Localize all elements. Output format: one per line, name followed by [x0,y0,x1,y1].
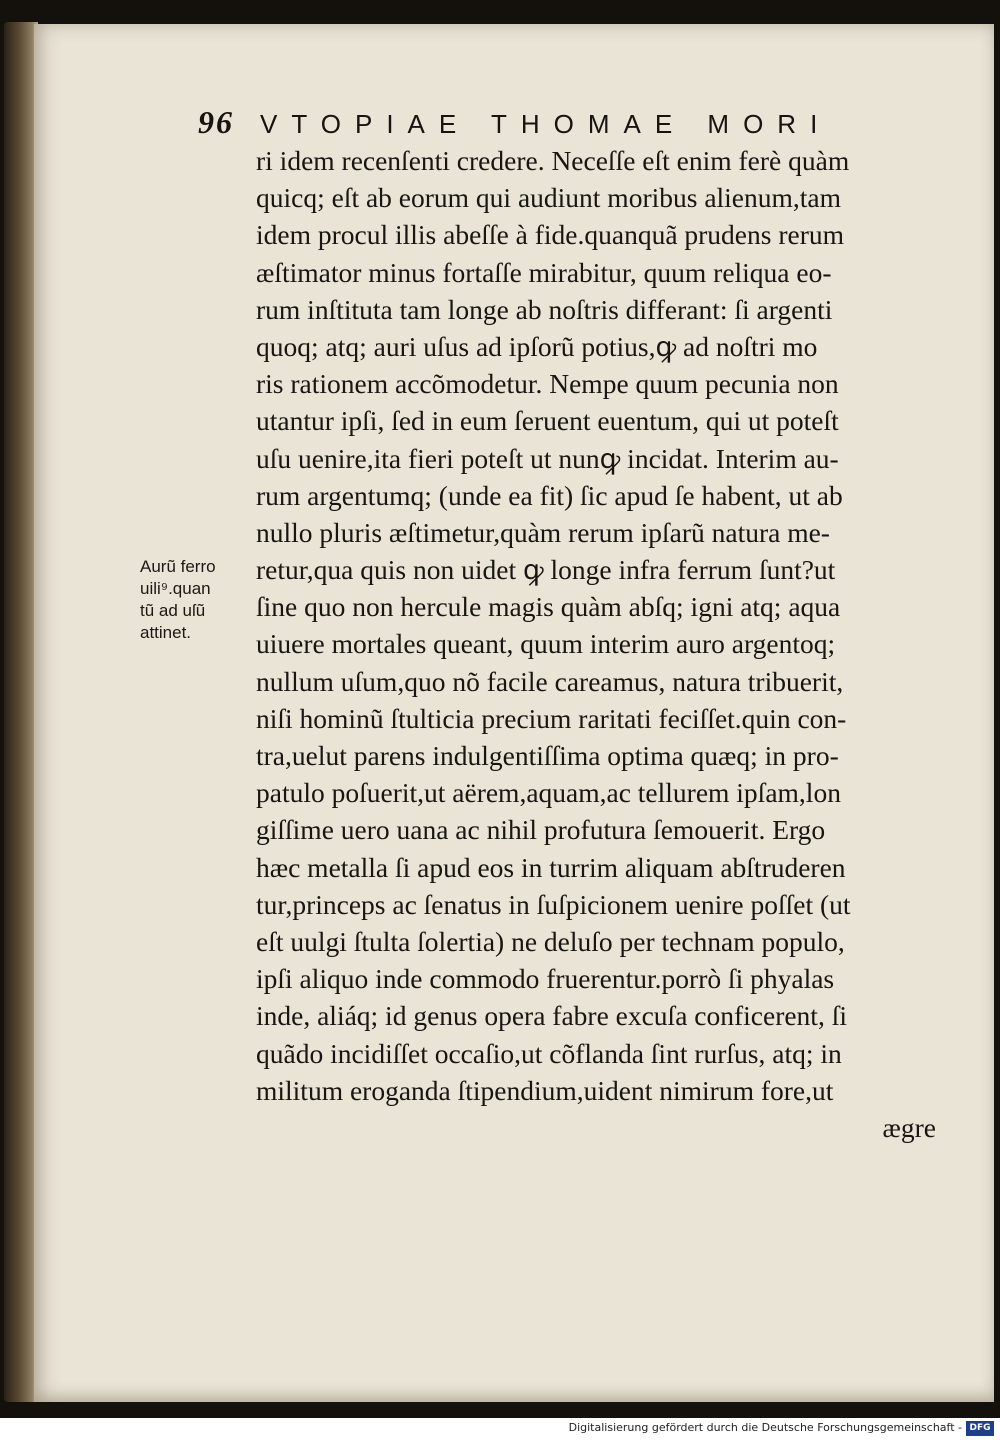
text-line: quoq; atq; auri uſus ad ipſorũ potius,ꝙ ad noſtri mo [256,330,818,362]
text-line: uiuere mortales queant, quum interim auro argentoq; [256,628,836,660]
text-line: militum eroganda ſtipendium,uident nimirum fore,ut [256,1074,834,1106]
marginal-note-line: tũ ad uſũ [140,601,206,620]
marginal-note-line: attinet. [140,623,192,642]
text-line: nullo pluris æſtimetur,quàm rerum ipſarũ natura me- [256,516,830,548]
text-line: hæc metalla ſi apud eos in turrim aliquam abſtruderen [256,851,846,883]
funding-credit: Digitalisierung gefördert durch die Deutsche Forschungsgemeinschaft - [568,1421,962,1434]
text-line: rum argentumq; (unde ea fit) ſic apud ſe habent, ut ab [256,479,843,511]
body-text [256,142,936,1146]
text-line: nullum uſum,quo nõ facile careamus, natura tribuerit, [256,665,844,697]
text-line: idem procul illis abeſſe à fide.quanquã prudens rerum [256,219,845,251]
dfg-logo: DFG [966,1421,994,1436]
text-line: inde, aliáq; id genus opera fabre excuſa conficerent, ſi [256,1000,847,1032]
text-line: ſine quo non hercule magis quàm abſq; igni atq; aqua [256,591,841,623]
text-line: retur,qua quis non uidet ꝙ longe infra ferrum ſunt?ut [256,554,836,586]
text-line: ri idem recenſenti credere. Neceſſe eſt enim ferè quàm [256,145,850,176]
marginal-note [140,556,252,644]
text-line: niſi hominũ ſtulticia precium raritati feciſſet.quin con- [256,702,847,734]
page-number: 96 [198,104,234,140]
text-line: uſu uenire,ita fieri poteſt ut nunꝙ incidat. Interim au- [256,442,839,474]
running-head [198,104,938,141]
marginal-note-line: Aurũ ferro [140,557,216,576]
text-line: ipſi aliquo inde commodo fruerentur.porrò ſi phyalas [256,963,835,995]
text-line: ris rationem accõmodetur. Nempe quum pecunia non [256,368,839,400]
text-line: utantur ipſi, ſed in eum ſeruent euentum, qui ut poteſt [256,405,839,437]
credit-bar [0,1418,1000,1440]
text-line: rum inſtituta tam longe ab noſtris differant: ſi argenti [256,293,833,325]
text-line: quicq; eſt ab eorum qui audiunt moribus alienum,tam [256,182,842,214]
marginal-note-line: uili⁹.quan [140,579,211,598]
text-line: tur,princeps ac ſenatus in ſuſpicionem uenire poſſet (ut [256,888,851,920]
text-line: eſt uulgi ſtulta ſolertia) ne deluſo per technam populo, [256,925,845,957]
catchword: ægre [882,1111,936,1143]
text-line: patulo poſuerit,ut aërem,aquam,ac tellurem ipſam,lon [256,777,841,809]
running-title: VTOPIAE THOMAE MORI [260,109,832,139]
text-line: quãdo incidiſſet occaſio,ut cõflanda ſint rurſus, atq; in [256,1037,842,1069]
text-line: æſtimator minus fortaſſe mirabitur, quum reliqua eo- [256,256,832,288]
text-line: giſſime uero uana ac nihil profutura ſemouerit. Ergo [256,814,826,846]
text-line: tra,uelut parens indulgentiſſima optima quæq; in pro- [256,740,839,771]
book-binding-edge [4,22,38,1402]
